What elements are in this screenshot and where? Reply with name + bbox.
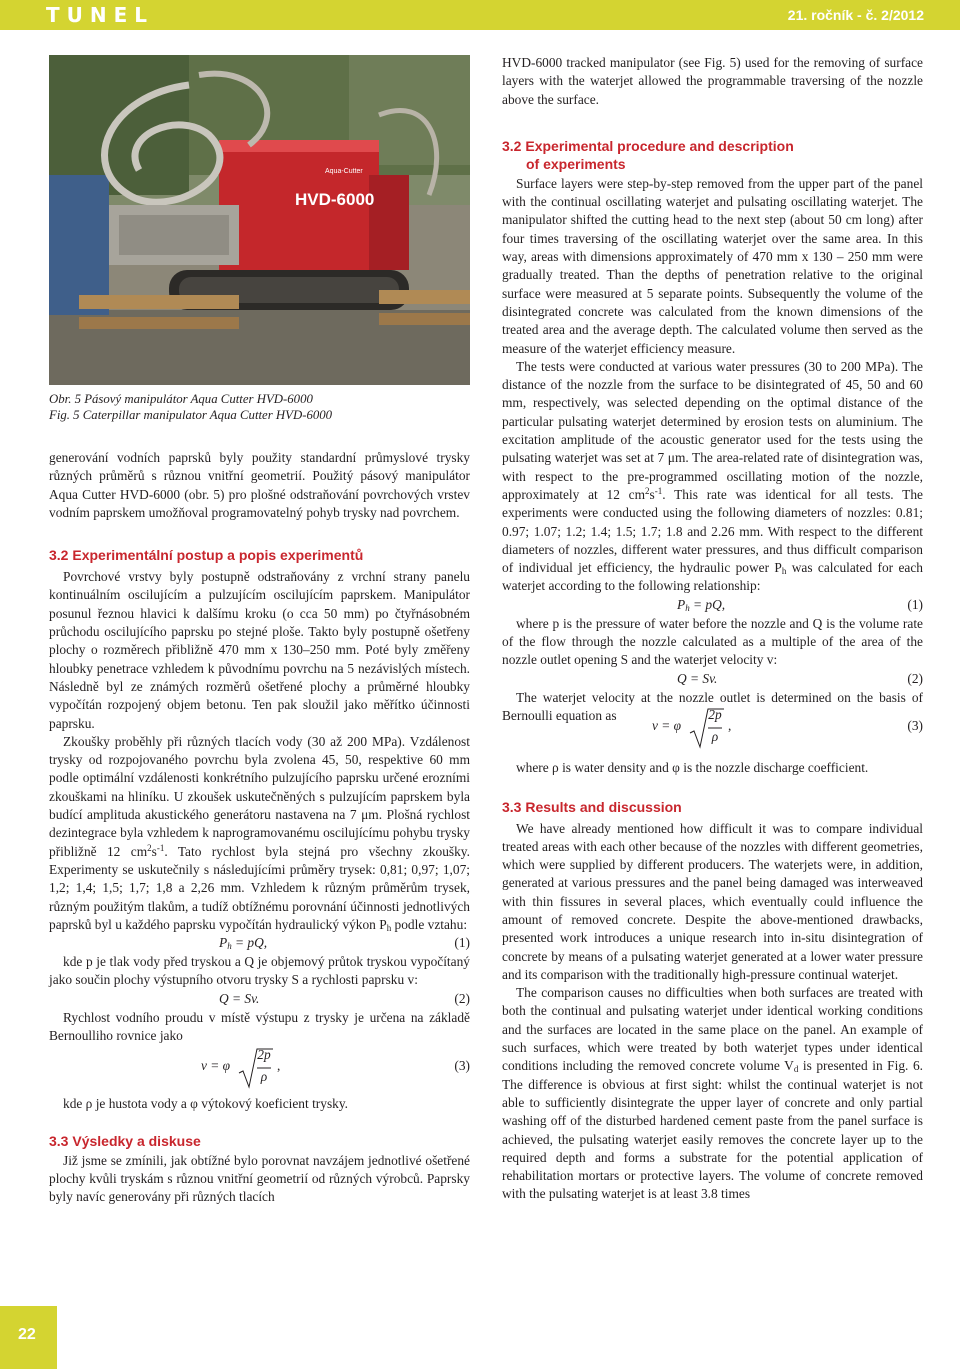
left-equation-3: v = φ 2p ρ , (3): [49, 1045, 470, 1091]
left-equation-1: $P_h$ = pQ, (1): [219, 935, 470, 952]
right-equation-1: $P_h$ = pQ, (1): [677, 596, 923, 613]
right-paragraph-2: The tests were conducted at various water pressures (30 to 200 MPa). The distance of the nozzle from the surface to be disintegrated of 45, 50 and 60 mm, respectively, was selected depending on the optimal distance of the particular pulsating waterjet determined by erosion tests on aluminium. The excitation amplitude of the acoustic generator used for the tests using the pulsating waterjet was set at 7 μm. The area-related rate of disintegration was, with respect to the pre-programmed oscillating motion of the nozzle, approximately at 12 $cm^2s^{-1}$. This rate was identical for all tests. The experiments were conducted using the following diameters of nozzles: 0.81; 0.97; 1.07; 1.2; 1.4; 1.5; 1.7; 1.8 and 2.26 mm. With respect to the different diameters of nozzles, different water pressures, and thus difficult comparison of individual jet efficiency, the hydraulic power $P_h$ was calculated for each waterjet according to the following relationship:: [502, 358, 923, 594]
header-bar: [0, 0, 960, 30]
machine-label: HVD-6000: [295, 190, 375, 209]
right-paragraph-6: We have already mentioned how difficult it was to compare individual treated areas with each other because of the nozzles with different geometries, which were supplied by different producers. The waterjets were, in addition, generated at various pressures and the panel being damaged was interweaved with thin fissures in several places, which eventually could influence the amount of removed concrete. Despite the above-mentioned drawbacks, presented work introduces a unique research into in-situ disintegration of concrete by means of a pulsating waterjet generated at a lower water pressure and its comparison with the traditionally high-pressure continual waterjet.: [502, 820, 923, 982]
figure-caption-cz: Obr. 5 Pásový manipulátor Aqua Cutter HVD-6000: [49, 392, 313, 406]
right-heading-3-2: 3.2 Experimental procedure and description of experiments: [502, 137, 794, 172]
right-column: [502, 54, 923, 1204]
right-paragraph-7: The comparison causes no difficulties when both surfaces are treated with both the continual and pulsating waterjet under identical working conditions and the surfaces are located in the same place on the panel. An example of such surfaces, which were treated by both waterjet types under identical conditions including the removed concrete volume $V_d$ is presented in Fig. 6. The difference is obvious at first sight: whilst the continual waterjet is not able to sufficiently disintegrate the upper layer of concrete and only partial washing off of the disturbed hardened cement paste from the panel surface is achieved, the pulsating waterjet easily removes the concrete layer up to the required depth and forms a substrate for the potential application of rehabilitation mortars or protective layers. The volume of concrete removed with the pulsating waterjet is at least 3.8 times: [502, 985, 923, 1202]
page-number: 22: [18, 1326, 36, 1343]
figure-photo: [49, 55, 470, 385]
right-intro: HVD-6000 tracked manipulator (see Fig. 5) used for the removing of surface layers with the waterjet allowed the programmable traversing of the nozzle above the surface.: [502, 55, 923, 107]
left-paragraph-3: kde p je tlak vody před tryskou a Q je objemový průtok tryskou vypočítaný jako součin plochy výstupního otvoru trysky S a rychlosti paprsku v:: [49, 954, 470, 988]
right-heading-3-3: 3.3 Results and discussion: [502, 798, 682, 815]
right-paragraph-5: where ρ is water density and φ is the nozzle discharge coefficient.: [516, 760, 869, 776]
right-paragraph-3: where p is the pressure of water before the nozzle and Q is the volume rate of the flow through the nozzle calculated as a multiple of the area of the nozzle outlet opening S and the waterjet velocity v:: [502, 615, 923, 668]
left-equation-2: Q = Sv. (2): [219, 990, 470, 1006]
left-paragraph-5: kde ρ je hustota vody a φ výtokový koeficient trysky.: [63, 1096, 349, 1112]
right-paragraph-4: The waterjet velocity at the nozzle outlet is determined on the basis of Bernoulli equation as: [502, 689, 923, 723]
page-number-tab: [0, 1306, 57, 1369]
issue-label: 21. ročník - č. 2/2012: [787, 7, 924, 23]
left-column: [49, 449, 470, 1207]
left-paragraph-1: Povrchové vrstvy byly postupně odstraňovány z vrchní strany panelu kontinuálním oscilujícím a pulzujícím oscilujícím paprskem. Manipulátor posunul řeznou hlavici k dalšímu kroku (o cca 50 mm) po čtyřnásobném průchodu oscilujícího paprsku po stejné ploše. Takto byly postupně ošetřeny plochy o rozměrech přibližně 470 mm x 130–250 mm. Poté byly změřeny hloubky penetrace vzhledem k původnímu povrchu na 5 nezávislých místech. Následně byl ze známých rozměrů ošetřené plochy a průměrné hloubky vypočítán rozpojený objem betonu. Ten pak sloužil jako měřítko účinnosti paprsku.: [49, 569, 470, 731]
brand-label: Aqua-Cutter: [325, 168, 363, 175]
left-paragraph-2: Zkoušky proběhly při různých tlacích vody (30 až 200 MPa). Vzdálenost trysky od rozpojovaného povrchu byla zvolena 45, 50, respektive 60 mm podle optimální vzdálenosti konkrétního pulzujícího paprsku určené erozními zkouškami na hliníku. U zkoušek uskutečněných s pulzujícím paprskem byla budící amplituda akustického generátoru nastavena na 7 μm. Plošná rychlost dezintegrace byla vzhledem k naprogramovanému oscilujícímu pohybu trysky přibližně 12 $cm^2s^{-1}$. Tato rychlost byla stejná pro všechny zkoušky. Experimenty se uskutečnily s následujícími průměry trysek: 0,81; 0,97; 1,07; 1,2; 1,4; 1,5; 1,7; 1,8 a 2,26 mm. Vzhledem k různým průměrům trysek, různým použitým tlakům, a tudíž obtížnému porovnání účinnosti jednotlivých paprsků byl u každého paprsku vypočítán hydraulický výkon $P_h$ podle vztahu:: [49, 733, 470, 933]
figure-caption-en: Fig. 5 Caterpillar manipulator Aqua Cutter HVD-6000: [49, 408, 333, 422]
left-paragraph-4: Rychlost vodního proudu v místě výstupu z trysky je určena na základě Bernoulliho rovnice jako: [49, 1009, 470, 1044]
left-intro: generování vodních paprsků byly použity standardní průmyslové trysky různých průměrů s různou vnitřní geometrií. Použitý pásový manipulátor Aqua Cutter HVD-6000 (obr. 5) pro plošné odstraňování povrchových vrstev vodním paprskem umožňoval programovatelný pohyb trysky nad povrchem.: [49, 450, 470, 520]
right-equation-3: v = φ 2p ρ , (3): [502, 705, 923, 751]
left-heading-3-3: 3.3 Výsledky a diskuse: [49, 1132, 201, 1149]
journal-logo: TUNEL: [46, 3, 155, 27]
left-heading-3-2: 3.2 Experimentální postup a popis experimentů: [49, 547, 364, 564]
right-equation-2: Q = Sv. (2): [677, 670, 923, 686]
manipulator-illustration: [49, 55, 470, 385]
right-paragraph-1: Surface layers were step-by-step removed from the upper part of the panel with the continual oscillating waterjet and pulsating oscillating waterjet. The manipulator shifted the cutting head to the next step (about 50 cm long) after four times traversing of the oscillating waterjet over the same area. In this way, areas with dimensions approximately of 470 mm x 130 – 250 mm were gradually treated. Than the depths of penetration relative to the original surface were measured at 5 separate points. Subsequently the volume of the disintegrated concrete was calculated from the known dimensions of the treated area and the average depth. The calculated volume then served as the measure of the waterjet efficiency measure.: [502, 175, 923, 356]
left-paragraph-6: Již jsme se zmínili, jak obtížné bylo porovnat navzájem jednotlivé ošetřené plochy kvůli tryskám s různou vnitřní geometrií od různých výrobců. Paprsky byly navíc generovány při různých tlacích: [49, 1152, 470, 1205]
